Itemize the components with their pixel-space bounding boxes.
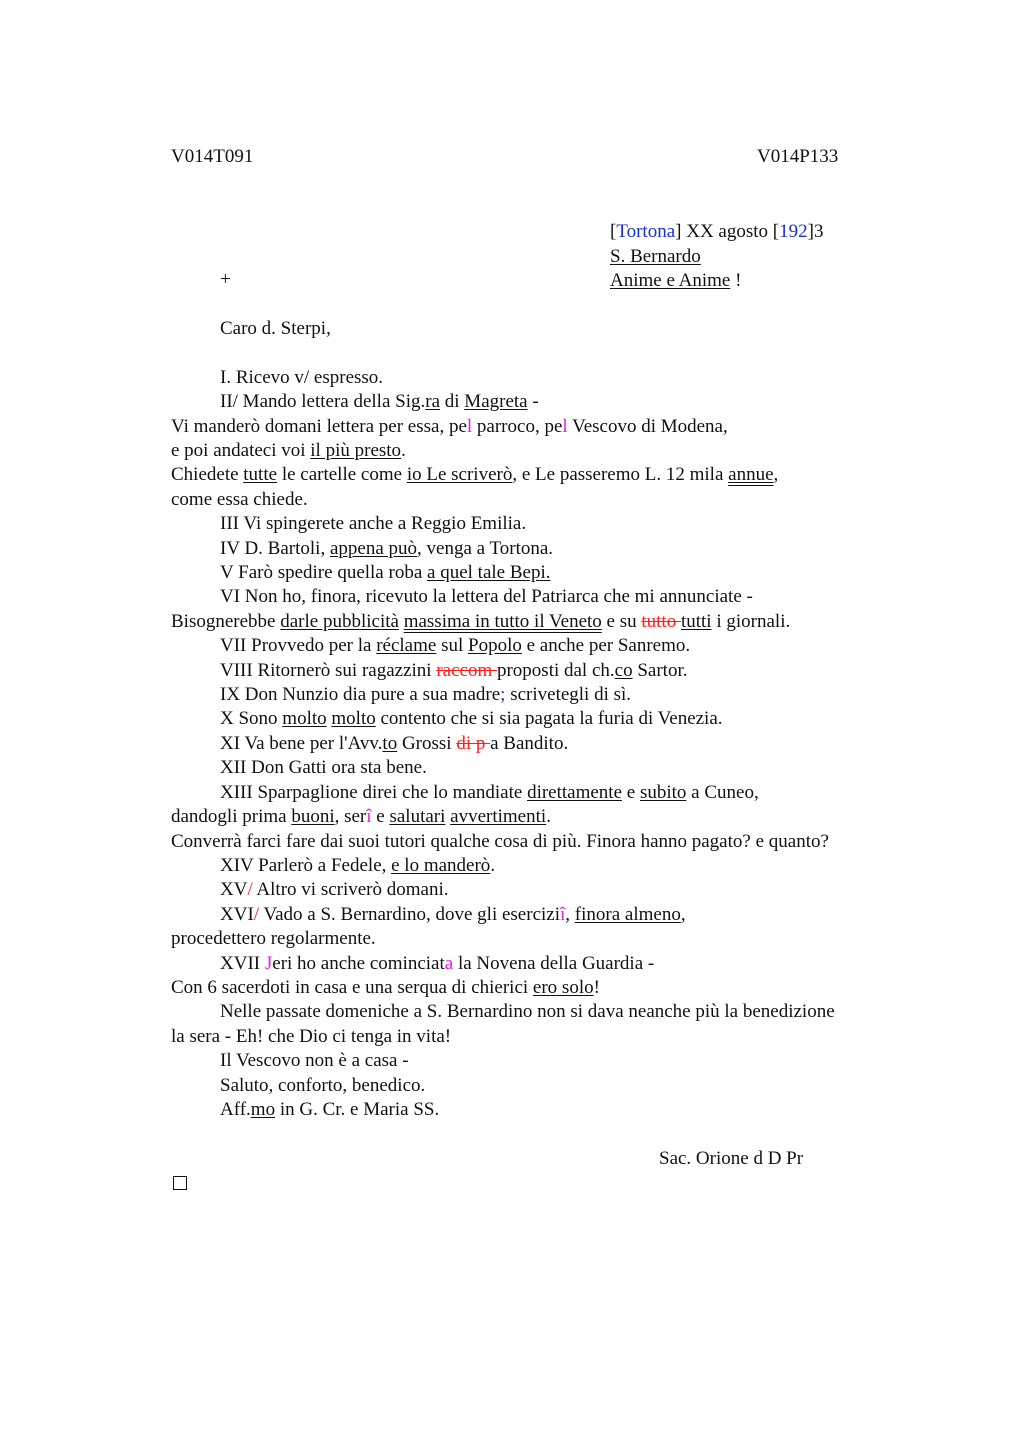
text-line: la sera - Eh! che Dio ci tenga in vita!: [171, 1025, 452, 1047]
text-line: Chiedete tutte le cartelle come io Le scriverò, e Le passeremo L. 12 mila annue,: [171, 464, 779, 486]
item-10: X Sono molto molto contento che si sia pagata la furia di Venezia.: [220, 708, 723, 730]
text-line: procedettero regolarmente.: [171, 928, 376, 950]
document-ref-right: V014P133: [757, 146, 839, 167]
paragraph: Saluto, conforto, benedico.: [220, 1074, 426, 1096]
text-line: Con 6 sacerdoti in casa e una serqua di chierici ero solo!: [171, 976, 600, 998]
signature: Sac. Orione d D Pr: [659, 1148, 804, 1169]
text-line: Vi manderò domani lettera per essa, pel parroco, pel Vescovo di Modena,: [171, 415, 728, 437]
letter-body: [171, 317, 901, 1122]
salutation: Caro d. Sterpi,: [220, 318, 331, 339]
cross-mark: +: [220, 269, 231, 290]
item-2: II/ Mando lettera della Sig.ra di Magreta -: [220, 391, 539, 413]
year-part: 192: [779, 221, 808, 242]
dateline-date: [Tortona] XX agosto [192]3: [610, 221, 824, 242]
text-line: come essa chiede.: [171, 488, 308, 510]
text-line: Converrà farci fare dai suoi tutori qualche cosa di più. Finora hanno pagato? e quanto?: [171, 830, 829, 852]
dateline-motto: Anime e Anime !: [610, 270, 742, 291]
item-5: V Farò spedire quella roba a quel tale Bepi.: [220, 562, 551, 584]
item-15: XV/ Altro vi scriverò domani.: [220, 879, 449, 901]
text-line: e poi andateci voi il più presto.: [171, 440, 406, 462]
document-ref-left: V014T091: [171, 146, 254, 167]
end-mark-box: [173, 1176, 187, 1190]
item-14: XIV Parlerò a Fedele, e lo manderò.: [220, 854, 496, 876]
item-4: IV D. Bartoli, appena può, venga a Tortona.: [220, 537, 554, 559]
item-9: IX Don Nunzio dia pure a sua madre; scrivetegli di sì.: [220, 684, 632, 706]
item-11: XI Va bene per l'Avv.to Grossi di p a Bandito.: [220, 732, 569, 754]
dateline: [610, 220, 823, 294]
deleted-text: di p: [456, 732, 491, 754]
item-8: VIII Ritornerò sui ragazzini raccom proposti dal ch.co Sartor.: [220, 659, 688, 681]
text-line: Bisognerebbe darle pubblicità massima in tutto il Veneto e su tutto tutti i giornali.: [171, 610, 791, 632]
paragraph: Nelle passate domeniche a S. Bernardino non si dava neanche più la benedizione: [220, 1001, 835, 1023]
dateline-location: S. Bernardo: [610, 245, 701, 267]
item-17: XVII Jeri ho anche cominciata la Novena della Guardia -: [220, 952, 655, 974]
closing: Aff.mo in G. Cr. e Maria SS.: [220, 1098, 440, 1120]
item-3: III Vi spingerete anche a Reggio Emilia.: [220, 513, 527, 535]
text-line: dandogli prima buoni, serî e salutari avvertimenti.: [171, 806, 551, 828]
item-6: VI Non ho, finora, ricevuto la lettera del Patriarca che mi annunciate -: [220, 586, 753, 608]
deleted-text: raccom: [436, 659, 497, 681]
deleted-text: tutto: [641, 610, 681, 632]
paragraph: Il Vescovo non è a casa -: [220, 1050, 409, 1072]
item-7: VII Provvedo per la réclame sul Popolo e anche per Sanremo.: [220, 635, 691, 657]
item-16: XVI/ Vado a S. Bernardino, dove gli eserciziî, finora almeno,: [220, 903, 686, 925]
item-1: I. Ricevo v/ espresso.: [220, 366, 384, 388]
blank-line: [171, 341, 901, 365]
item-13: XIII Sparpaglione direi che lo mandiate direttamente e subito a Cuneo,: [220, 781, 759, 803]
item-12: XII Don Gatti ora sta bene.: [220, 757, 427, 779]
place-name: Tortona: [616, 221, 676, 242]
